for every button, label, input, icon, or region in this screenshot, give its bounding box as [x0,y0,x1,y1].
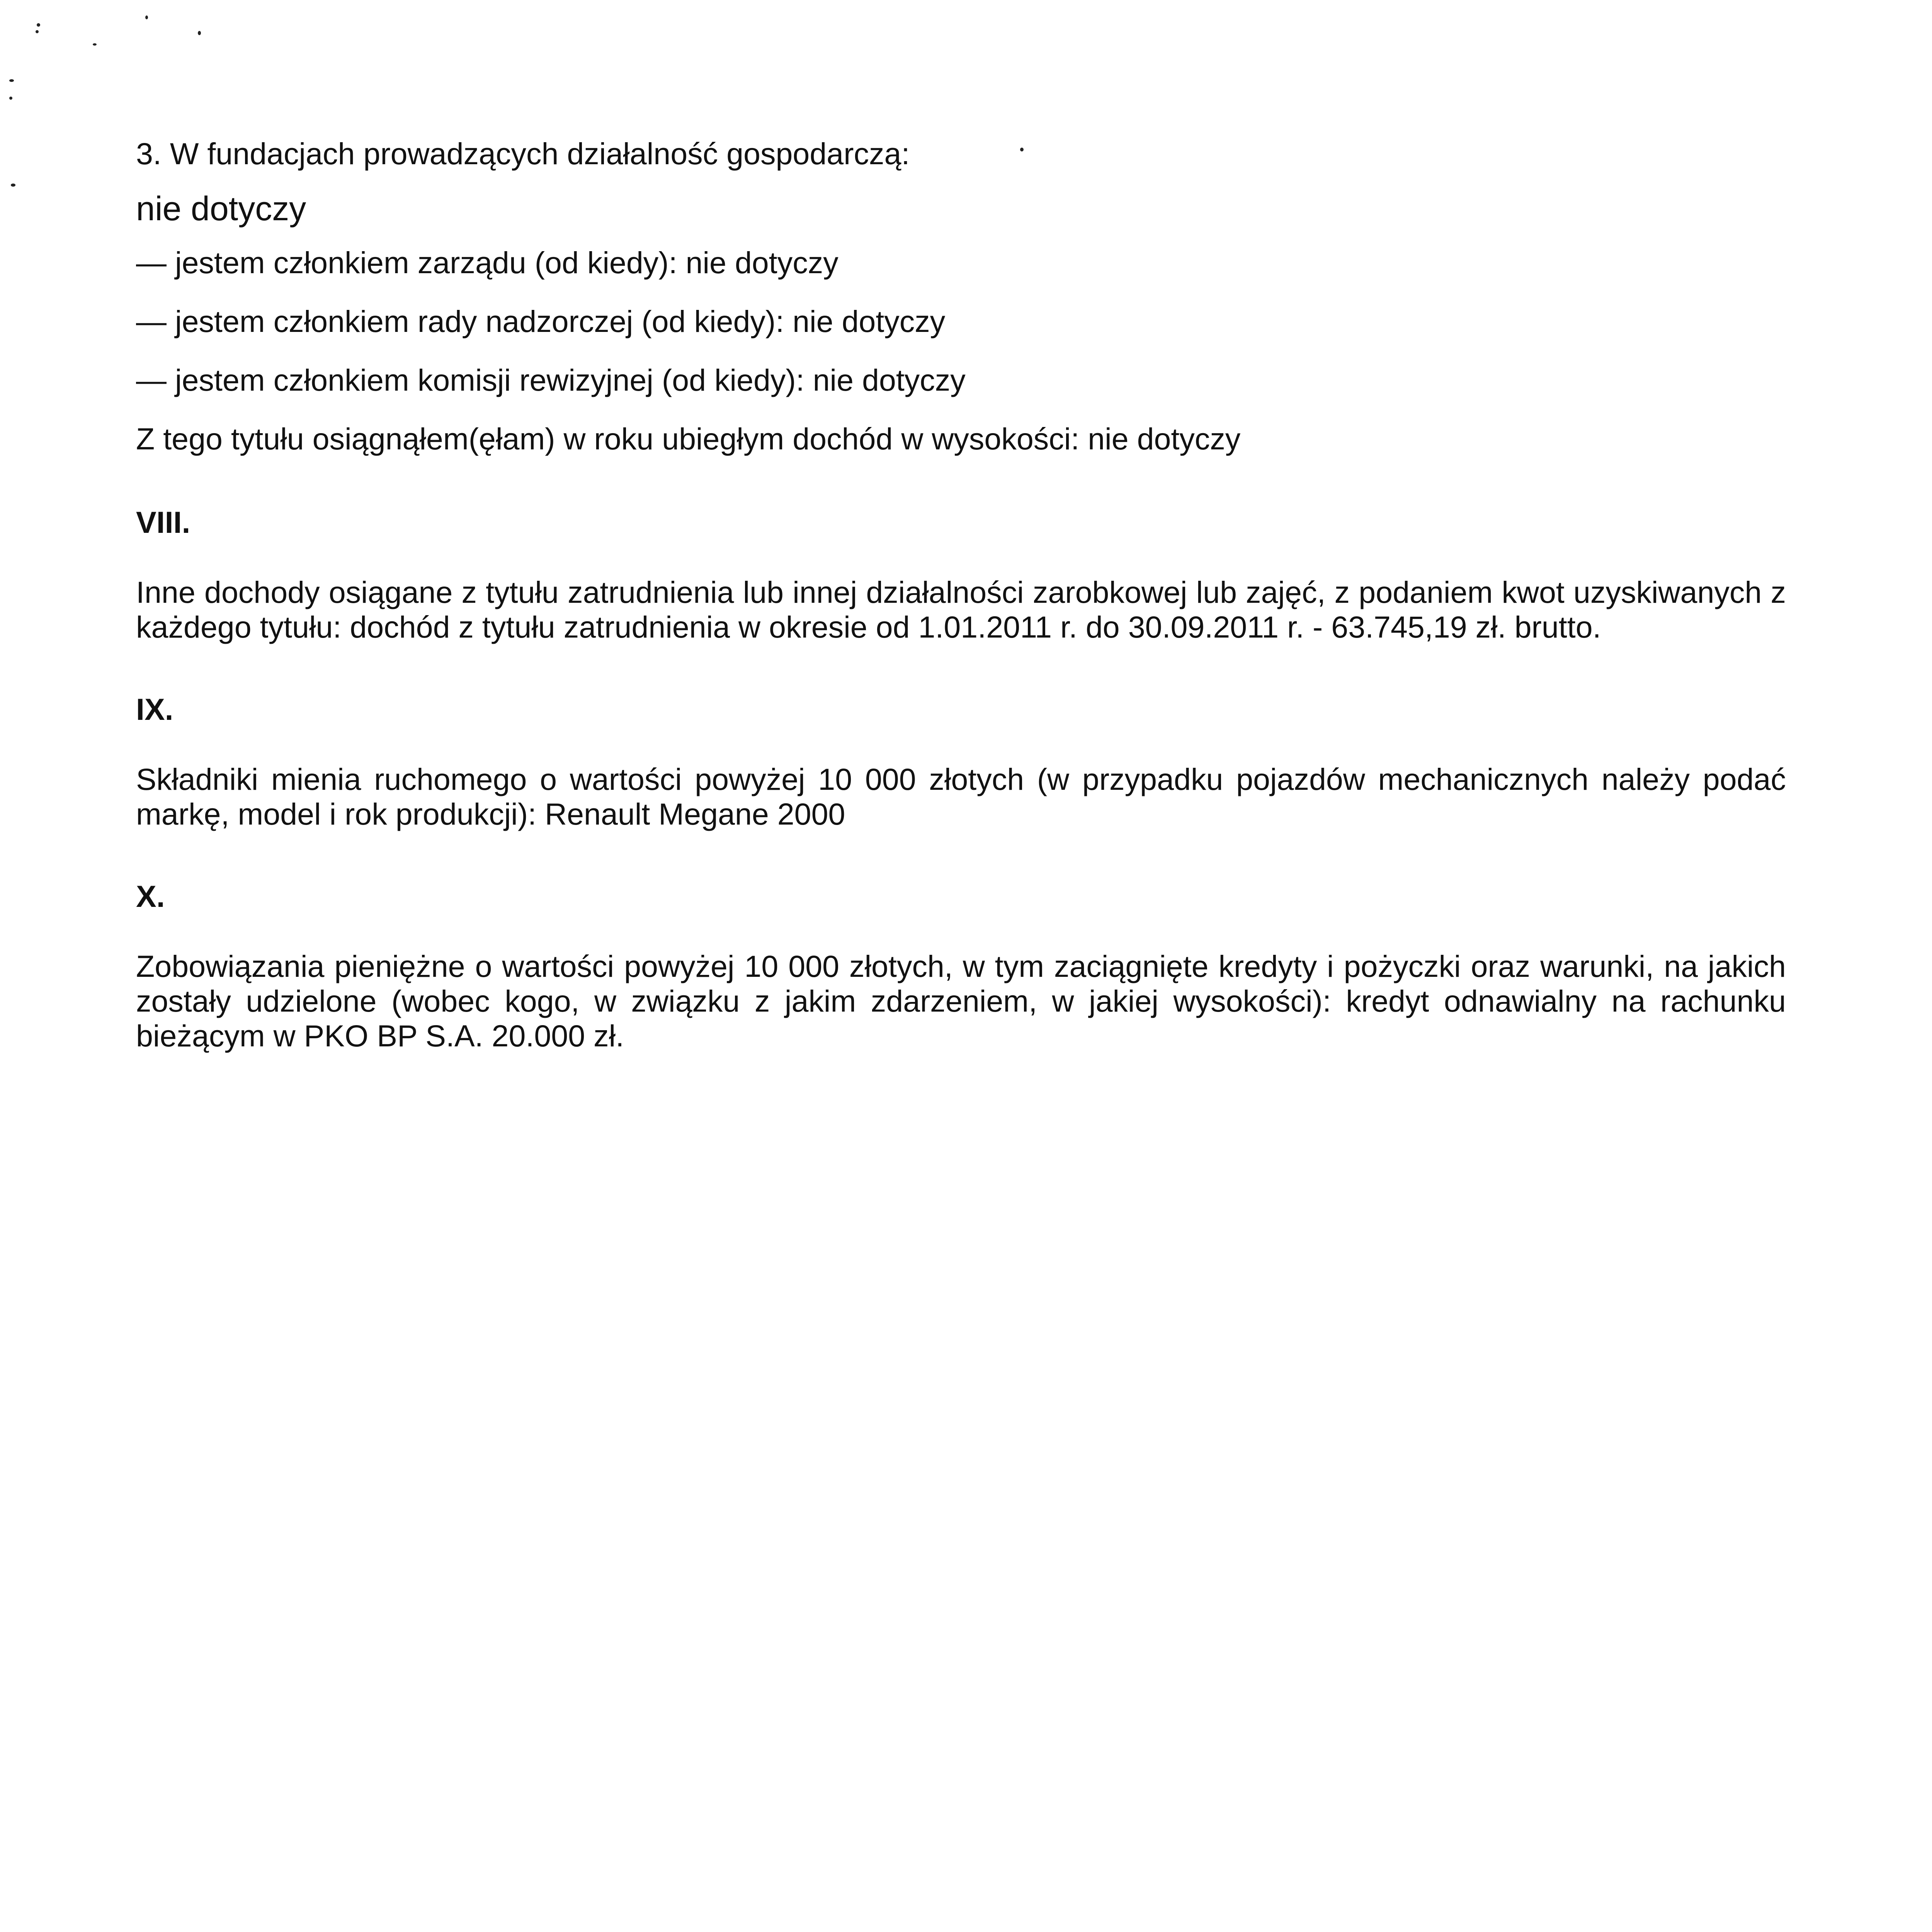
scan-speck [37,23,40,27]
role-audit-committee: — jestem członkiem komisji rewizyjnej (od kiedy): nie dotyczy [136,363,966,397]
section-viii-text: Inne dochody osiągane z tytułu zatrudnienia lub innej działalności zarobkowej lub zajęć, z podaniem kwot uzyskiwanych z każdego tytułu: dochód z tytułu zatrudnienia w okresie od 1.01.2011 r. do 30.09.2011 r. - 63.745,19 zł. brutto. [136,575,1786,644]
section-x-text: Zobowiązania pieniężne o wartości powyżej 10 000 złotych, w tym zaciągnięte kredyty i pożyczki oraz warunki, na jakich zostały udzielone (wobec kogo, w związku z jakim zdarzeniem, w jakiej wysokości): kredyt odnawialny na rachunku bieżącym w PKO BP S.A. 20.000 zł. [136,949,1786,1053]
scan-speck [145,15,148,19]
scan-speck [9,97,12,100]
role-supervisory-board: — jestem członkiem rady nadzorczej (od kiedy): nie dotyczy [136,304,946,338]
scan-speck [93,43,97,46]
section-3-status: nie dotyczy [136,189,306,228]
section-viii-title: VIII. [136,505,190,539]
role-management-board: — jestem członkiem zarządu (od kiedy): nie dotyczy [136,245,838,280]
section-3-heading: 3. W fundacjach prowadzących działalność gospodarczą: [136,136,910,171]
scan-speck [198,31,201,35]
document-body [136,135,1786,1053]
section-ix-text: Składniki mienia ruchomego o wartości powyżej 10 000 złotych (w przypadku pojazdów mechanicznych należy podać markę, model i rok produkcji): Renault Megane 2000 [136,762,1786,831]
section-3-income: Z tego tytułu osiągnąłem(ęłam) w roku ubiegłym dochód w wysokości: nie dotyczy [136,422,1241,456]
scan-speck [11,184,15,187]
section-ix-title: IX. [136,692,173,726]
scan-speck [36,30,39,33]
section-x-title: X. [136,879,165,913]
scan-speck [9,79,14,82]
